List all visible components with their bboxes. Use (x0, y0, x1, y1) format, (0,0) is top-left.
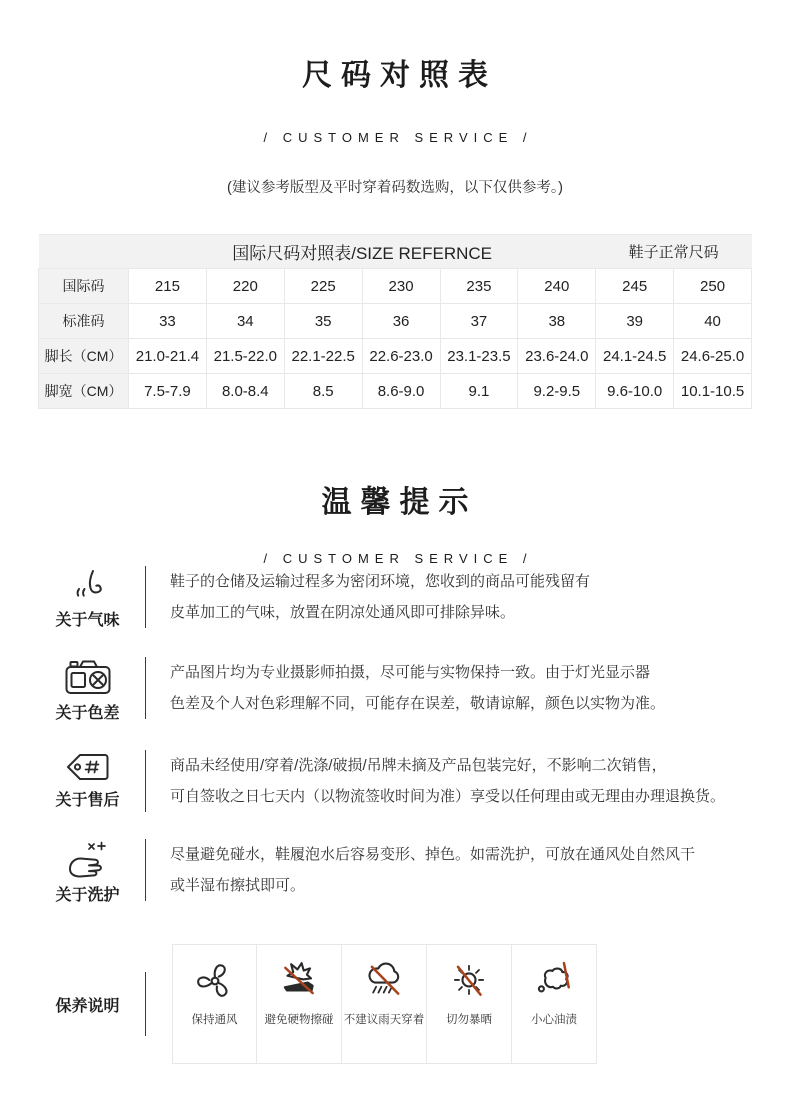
tip-label: 关于售后 (55, 792, 120, 809)
care-item-label: 避免硬物擦碰 (264, 1014, 334, 1026)
vertical-divider (145, 657, 146, 719)
tag-icon (64, 750, 112, 784)
tip-text: 鞋子的仓储及运输过程多为密闭环境，您收到的商品可能残留有 皮革加工的气味，放置在阴凉处通风即可排除异味。 (170, 573, 591, 621)
tip-label: 关于洗护 (55, 887, 120, 904)
tip-text: 商品未经使用/穿着/洗涤/破损/吊牌未摘及产品包装完好，不影响二次销售， 可自签收之日七天内（以物流签收时间为准）享受以任何理由或无理由办理退换货。 (170, 757, 726, 805)
customer-service-subtitle: / CUSTOMER SERVICE / (263, 130, 533, 145)
row-label: 标准码 (39, 304, 129, 339)
customer-service-subtitle: / CUSTOMER SERVICE / (263, 551, 533, 566)
care-item-no-sun (427, 944, 512, 1064)
table-row: 国际码 215 220 225 230 235 240 245 250 (39, 269, 752, 304)
no-rain-icon (363, 960, 405, 1002)
tip-label: 关于气味 (55, 612, 120, 629)
care-item-label: 保持通风 (191, 1014, 238, 1026)
table-row: 脚宽（CM） 7.5-7.9 8.0-8.4 8.5 8.6-9.0 9.1 9.2-9.5 9.6-10.0 10.1-10.5 (39, 374, 752, 409)
vertical-divider (145, 750, 146, 812)
table-header-spacer (39, 235, 129, 269)
tip-label: 关于色差 (55, 705, 120, 722)
care-item-ventilation (172, 944, 257, 1064)
care-item-label: 小心油渍 (531, 1014, 577, 1026)
tip-washing-care (30, 839, 790, 905)
fan-icon (194, 960, 236, 1002)
no-sun-icon (448, 960, 490, 1002)
table-header-normal-size: 鞋子正常尺码 (596, 235, 752, 269)
tip-text: 产品图片均为专业摄影师拍摄，尽可能与实物保持一致。由于灯光显示器 色差及个人对色彩理解不同，可能存在误差，敬请谅解，颜色以实物为准。 (170, 664, 666, 712)
oil-stain-icon (533, 960, 575, 1002)
care-item-label: 不建议雨天穿着 (343, 1014, 425, 1026)
care-item-no-hard-objects (257, 944, 342, 1064)
vertical-divider (145, 972, 146, 1036)
size-chart-table (38, 234, 752, 409)
size-chart-title: 尺码对照表 (302, 59, 497, 92)
table-header-international: 国际尺码对照表/SIZE REFERNCE (129, 235, 596, 269)
camera-icon (64, 657, 112, 697)
tips-title: 温馨提示 (321, 486, 478, 519)
table-header-row (39, 235, 752, 269)
care-item-oil-stains (512, 944, 597, 1064)
tip-after-sale (30, 750, 790, 812)
care-item-label: 切勿暴晒 (446, 1014, 492, 1026)
row-label: 国际码 (39, 269, 129, 304)
care-label: 保养说明 (55, 997, 120, 1015)
vertical-divider (145, 566, 146, 628)
nose-icon (68, 566, 108, 604)
no-hard-object-icon (278, 960, 320, 1002)
row-label: 脚长（CM） (39, 339, 129, 374)
size-chart-note: (建议参考版型及平时穿着码数选购，以下仅供参考。) (227, 180, 563, 196)
care-item-no-rain (342, 944, 427, 1064)
tip-color-difference (30, 657, 790, 723)
tip-smell (30, 566, 790, 630)
vertical-divider (145, 839, 146, 901)
table-row: 标准码 33 34 35 36 37 38 39 40 (39, 304, 752, 339)
care-instructions (30, 944, 790, 1064)
hand-wash-icon (65, 839, 111, 879)
tip-text: 尽量避免碰水，鞋履泡水后容易变形、掉色。如需洗护，可放在通风处自然风干 或半湿布擦拭即可。 (170, 846, 696, 894)
table-row: 脚长（CM） 21.0-21.4 21.5-22.0 22.1-22.5 22.6-23.0 23.1-23.5 23.6-24.0 24.1-24.5 24.6-25.0 (39, 339, 752, 374)
row-label: 脚宽（CM） (39, 374, 129, 409)
